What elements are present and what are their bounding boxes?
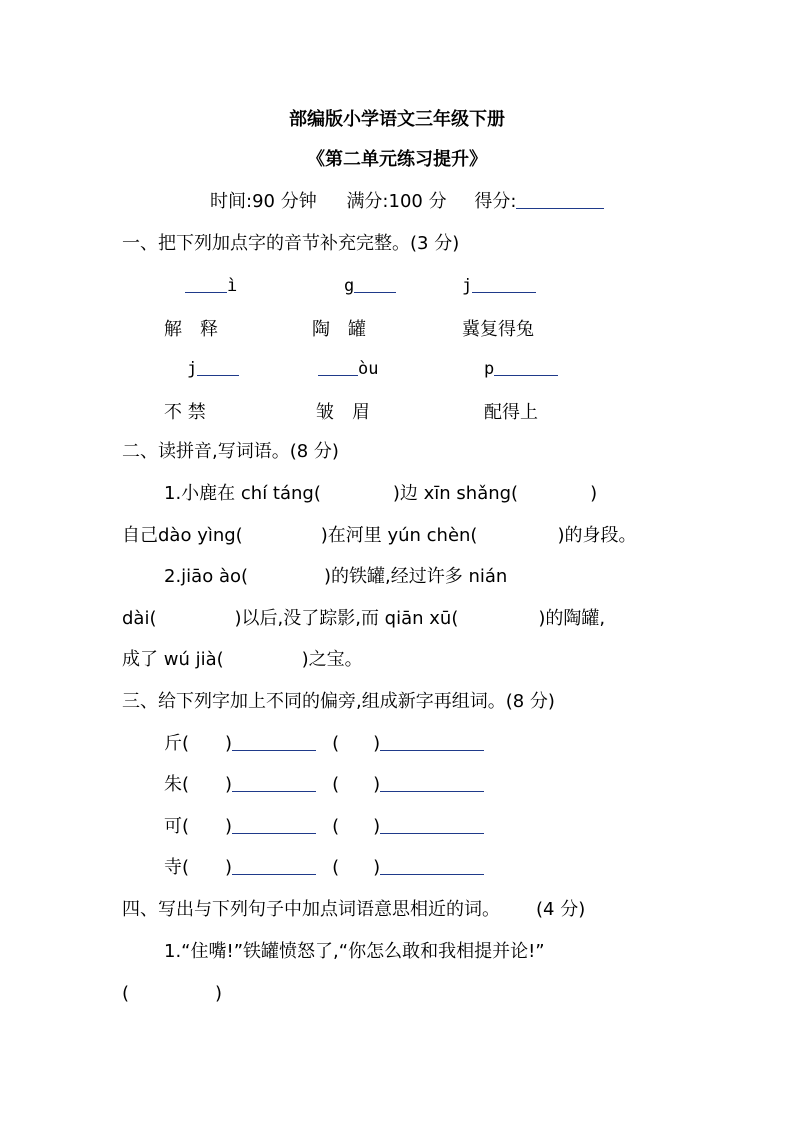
word-bujin: 不 禁 [164,402,206,423]
s4-q1-answer[interactable]: ( ) [122,983,223,1004]
section-4-heading: 四、写出与下列句子中加点词语意思相近的词。 (4 分) [122,899,586,920]
radical-row-2: 朱( ) ( ) [164,773,484,797]
pinyin-blank-4[interactable]: j [187,357,239,379]
word-jieshi: 解 释 [164,319,218,340]
time-info: 时间:90 分钟 [210,191,317,212]
info-line [210,190,604,214]
s2-q2-line3: 成了 wú jià( )之宝。 [122,649,363,670]
s4-q1: 1.“住嘴!”铁罐愤怒了,“你怎么敢和我相提并论!” [164,941,545,962]
page-title: 部编版小学语文三年级下册 [289,109,505,130]
word-jifudetu: 冀复得兔 [462,319,534,340]
word-peideshang: 配得上 [484,402,538,423]
score-label: 得分: [474,191,517,212]
pinyin-blank-6[interactable]: p [484,357,558,379]
radical-row-1: 斤( ) ( ) [164,732,484,756]
pinyin-blank-5[interactable]: òu [318,357,378,379]
s2-q1-line2: 自己dào yìng( )在河里 yún chèn( )的身段。 [122,525,637,546]
section-1-heading: 一、把下列加点字的音节补充完整。(3 分) [122,233,460,254]
page-subtitle: 《第二单元练习提升》 [307,149,487,170]
section-2-heading: 二、读拼音,写词语。(8 分) [122,441,339,462]
s2-q1-line1: 1.小鹿在 chí táng( )边 xīn shǎng( ) [164,483,598,504]
full-score-info: 满分:100 分 [346,191,447,212]
s2-q2-line2: dài( )以后,没了踪影,而 qiān xū( )的陶罐, [122,608,606,629]
section-3-heading: 三、给下列字加上不同的偏旁,组成新字再组词。(8 分) [122,691,555,712]
pinyin-blank-3[interactable]: j [462,274,536,296]
pinyin-blank-2[interactable]: g [344,274,396,296]
pinyin-blank-1[interactable]: ì [185,274,237,296]
s2-q2-line1: 2.jiāo ào( )的铁罐,经过许多 nián [164,566,508,587]
word-zhoumei: 皱 眉 [316,402,370,423]
radical-row-3: 可( ) ( ) [164,815,484,839]
word-taoguan: 陶 罐 [312,319,366,340]
score-blank[interactable] [516,190,604,209]
radical-row-4: 寺( ) ( ) [164,856,484,880]
